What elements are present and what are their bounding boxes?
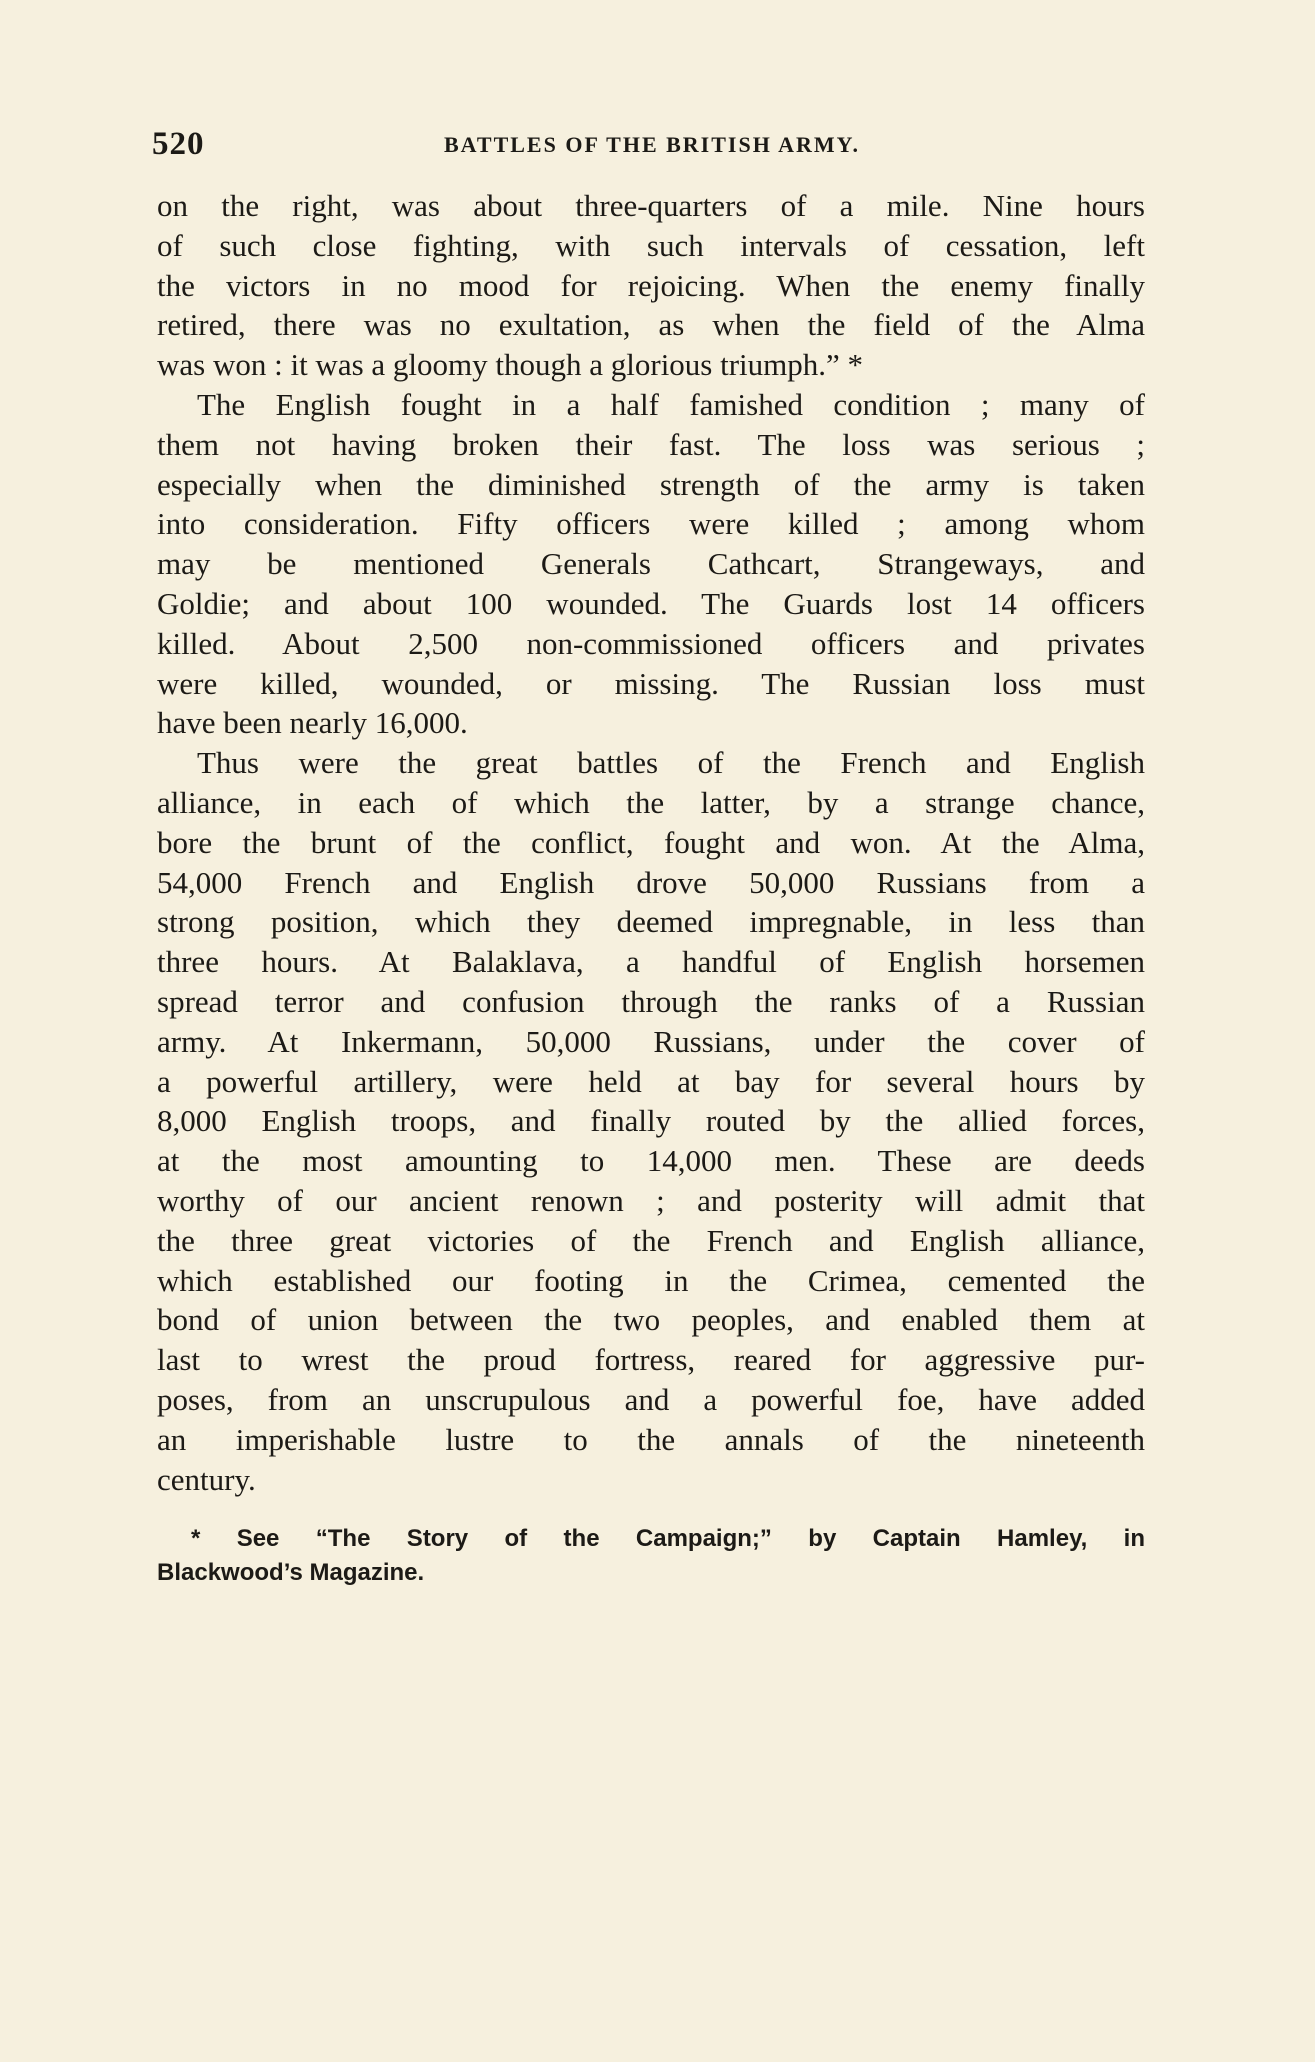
text-line: poses, from an unscrupulous and a powerful foe, have added [157,1381,1145,1417]
text-line: three hours. At Balaklava, a handful of English horsemen [157,944,1145,980]
footnote-line: * See “The Story of the Campaign;” by Captain Hamley, in [191,1525,1145,1552]
text-line: into consideration. Fifty officers were killed ; among whom [157,506,1145,542]
text-line: 54,000 French and English drove 50,000 Russians from a [157,864,1145,900]
text-line: at the most amounting to 14,000 men. These are deeds [157,1143,1145,1179]
running-header [152,126,1152,166]
text-line: the victors in no mood for rejoicing. When the enemy finally [157,267,1145,303]
text-line: alliance, in each of which the latter, by a strange chance, [157,784,1145,820]
text-line: retired, there was no exultation, as when the field of the Alma [157,307,1145,343]
text-line: an imperishable lustre to the annals of the nineteenth [157,1421,1145,1457]
text-line: century. [157,1461,256,1497]
text-line: The English fought in a half famished condition ; many of [197,386,1145,422]
body-text [157,186,1145,1499]
text-line: strong position, which they deemed impregnable, in less than [157,904,1145,940]
text-line: spread terror and confusion through the ranks of a Russian [157,983,1145,1019]
text-line: killed. About 2,500 non-commissioned officers and privates [157,625,1145,661]
text-line: were killed, wounded, or missing. The Russian loss must [157,665,1145,701]
text-line: 8,000 English troops, and finally routed by the allied forces, [157,1103,1145,1139]
text-line: especially when the diminished strength of the army is taken [157,466,1145,502]
text-line: bond of union between the two peoples, and enabled them at [157,1302,1145,1338]
text-line: army. At Inkermann, 50,000 Russians, under the cover of [157,1023,1145,1059]
text-line: which established our footing in the Crimea, cemented the [157,1262,1145,1298]
text-line: may be mentioned Generals Cathcart, Strangeways, and [157,546,1145,582]
text-line: Thus were the great battles of the French and English [197,745,1145,781]
text-line: of such close fighting, with such intervals of cessation, left [157,227,1145,263]
footnote-line: Blackwood’s Magazine. [157,1559,425,1586]
text-line: them not having broken their fast. The loss was serious ; [157,426,1145,462]
text-line: have been nearly 16,000. [157,705,468,741]
page-number: 520 [152,126,205,162]
text-line: bore the brunt of the conflict, fought and won. At the Alma, [157,824,1145,860]
text-line: worthy of our ancient renown ; and posterity will admit that [157,1182,1145,1218]
text-line: last to wrest the proud fortress, reared for aggressive pur- [157,1342,1145,1378]
text-line: Goldie; and about 100 wounded. The Guards lost 14 officers [157,585,1145,621]
footnote [157,1522,1145,1590]
text-line: on the right, was about three-quarters of a mile. Nine hours [157,188,1145,223]
text-line: a powerful artillery, were held at bay for several hours by [157,1063,1145,1099]
running-title: BATTLES OF THE BRITISH ARMY. [443,132,861,157]
text-line: the three great victories of the French and English alliance, [157,1222,1145,1258]
text-line: was won : it was a gloomy though a glorious triumph.” * [157,347,864,383]
